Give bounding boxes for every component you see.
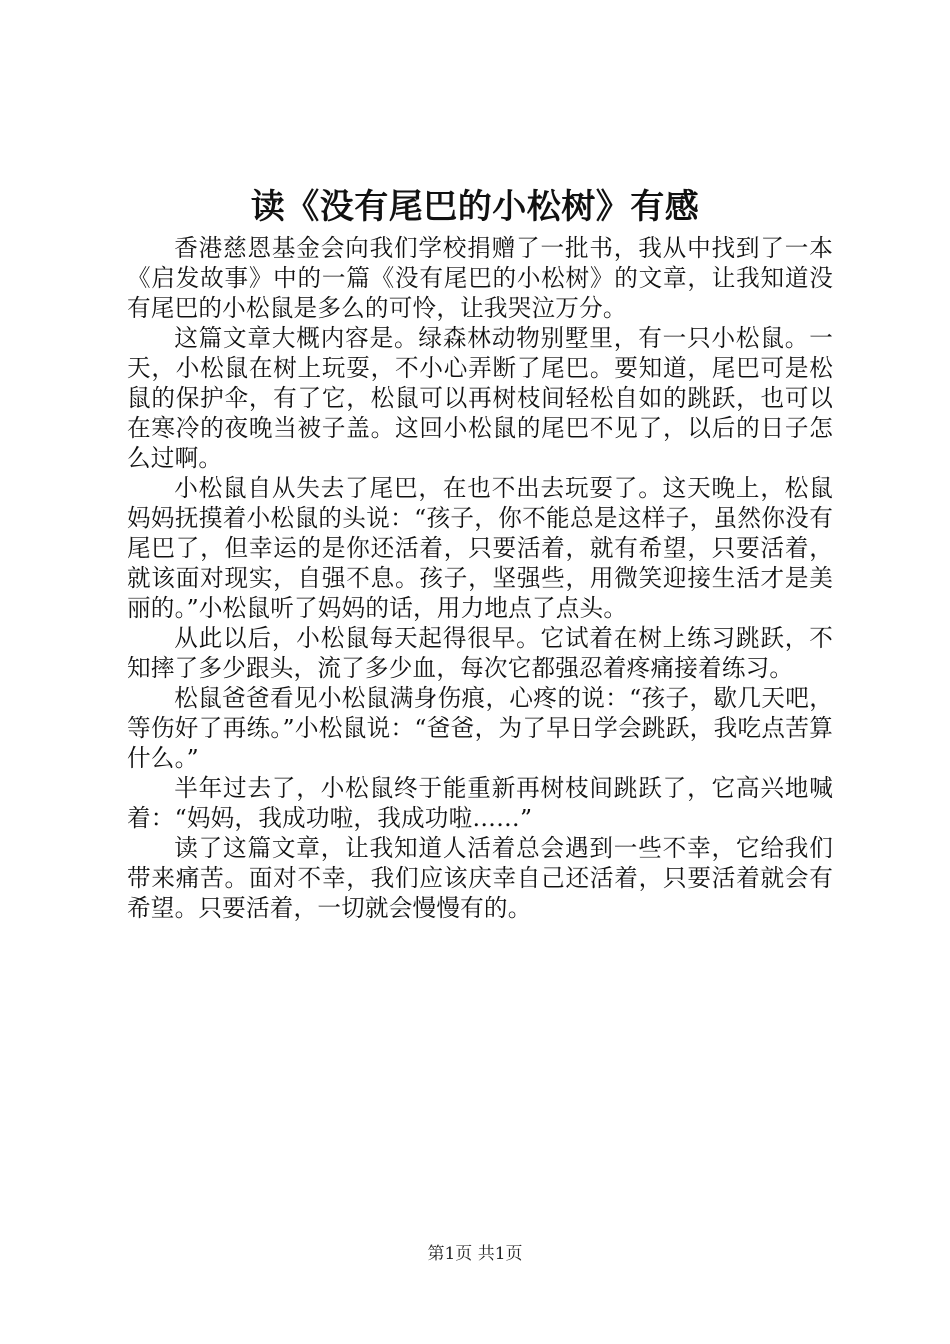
paragraph: 这篇文章大概内容是。绿森林动物别墅里，有一只小松鼠。一天，小松鼠在树上玩耍，不小心弄断了尾巴。要知道，尾巴可是松鼠的保护伞，有了它，松鼠可以再树枝间轻松自如的跳跃，也可以在寒冷的夜晚当被子盖。这回小松鼠的尾巴不见了，以后的日子怎么过啊。 <box>127 324 833 472</box>
paragraph: 小松鼠自从失去了尾巴，在也不出去玩耍了。这天晚上，松鼠妈妈抚摸着小松鼠的头说：“孩子，你不能总是这样子，虽然你没有尾巴了，但幸运的是你还活着，只要活着，就有希望，只要活着，就该面对现实，自强不息。孩子，坚强些，用微笑迎接生活才是美丽的。”小松鼠听了妈妈的话，用力地点了点头。 <box>127 474 833 622</box>
paragraph: 读了这篇文章，让我知道人活着总会遇到一些不幸，它给我们带来痛苦。面对不幸，我们应该庆幸自己还活着，只要活着就会有希望。只要活着，一切就会慢慢有的。 <box>127 834 833 922</box>
page-footer: 第1页 共1页 <box>427 1244 523 1264</box>
document-body <box>127 233 833 923</box>
document-title: 读《没有尾巴的小松树》有感 <box>250 187 700 227</box>
paragraph: 半年过去了，小松鼠终于能重新再树枝间跳跃了，它高兴地喊着：“妈妈，我成功啦，我成功啦……” <box>127 774 833 832</box>
paragraph: 从此以后，小松鼠每天起得很早。它试着在树上练习跳跃，不知摔了多少跟头，流了多少血，每次它都强忍着疼痛接着练习。 <box>127 624 833 682</box>
paragraph: 香港慈恩基金会向我们学校捐赠了一批书，我从中找到了一本《启发故事》中的一篇《没有尾巴的小松树》的文章，让我知道没有尾巴的小松鼠是多么的可怜，让我哭泣万分。 <box>127 234 833 322</box>
paragraph: 松鼠爸爸看见小松鼠满身伤痕，心疼的说：“孩子，歇几天吧，等伤好了再练。”小松鼠说：“爸爸，为了早日学会跳跃，我吃点苦算什么。” <box>127 684 833 772</box>
